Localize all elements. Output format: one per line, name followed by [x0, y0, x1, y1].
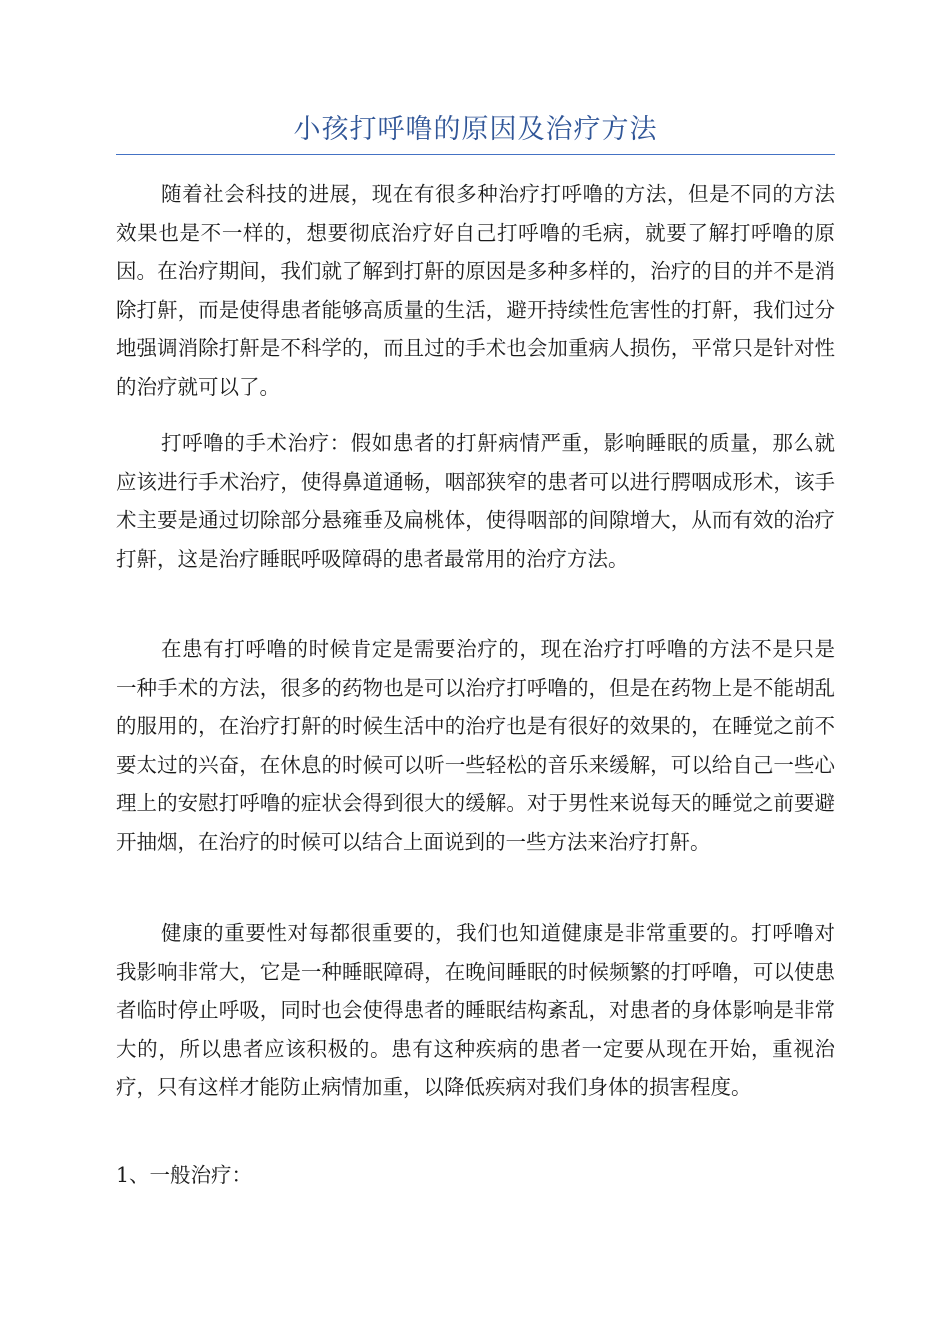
section-heading-general-treatment: 1、一般治疗： [116, 1163, 253, 1187]
document-title: 小孩打呼噜的原因及治疗方法 [293, 114, 658, 145]
paragraph-health-importance: 健康的重要性对每都很重要的，我们也知道健康是非常重要的。打呼噜对我影响非常大，它是一种睡眠障碍，在晚间睡眠的时候频繁的打呼噜，可以使患者临时停止呼吸，同时也会使得患者的睡眠结构紊乱，对患者的身体影响是非常大的，所以患者应该积极的。患有这种疾病的患者一定要从现在开始，重视治疗，只有这样才能防止病情加重，以降低疾病对我们身体的损害程度。 [116, 921, 835, 1099]
paragraph-medication-lifestyle: 在患有打呼噜的时候肯定是需要治疗的，现在治疗打呼噜的方法不是只是一种手术的方法，很多的药物也是可以治疗打呼噜的，但是在药物上是不能胡乱的服用的，在治疗打鼾的时候生活中的治疗也是有很好的效果的，在睡觉之前不要太过的兴奋，在休息的时候可以听一些轻松的音乐来缓解，可以给自己一些心理上的安慰打呼噜的症状会得到很大的缓解。对于男性来说每天的睡觉之前要避开抽烟，在治疗的时候可以结合上面说到的一些方法来治疗打鼾。 [116, 637, 835, 854]
paragraph-surgery: 打呼噜的手术治疗：假如患者的打鼾病情严重，影响睡眠的质量，那么就应该进行手术治疗，使得鼻道通畅，咽部狭窄的患者可以进行腭咽成形术，该手术主要是通过切除部分悬雍垂及扁桃体，使得咽部的间隙增大，从而有效的治疗打鼾，这是治疗睡眠呼吸障碍的患者最常用的治疗方法。 [116, 431, 835, 571]
paragraph-intro: 随着社会科技的进展，现在有很多种治疗打呼噜的方法，但是不同的方法效果也是不一样的，想要彻底治疗好自己打呼噜的毛病，就要了解打呼噜的原因。在治疗期间，我们就了解到打鼾的原因是多种多样的，治疗的目的并不是消除打鼾，而是使得患者能够高质量的生活，避开持续性危害性的打鼾，我们过分地强调消除打鼾是不科学的，而且过的手术也会加重病人损伤，平常只是针对性的治疗就可以了。 [116, 182, 835, 399]
title-underline [116, 154, 835, 155]
